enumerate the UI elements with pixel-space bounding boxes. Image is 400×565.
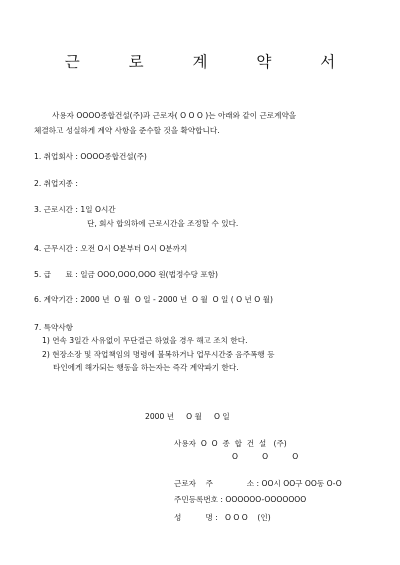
item-special: 7. 특약사항 [34,323,74,332]
item-period: 6. 계약기간 : 2000 년 O 월 O 일 - 2000 년 O 월 O 일 ( O 년 O 월) [34,295,273,304]
contract-date: 2000 년 O 월 O 일 [145,412,230,421]
worker-resident-number: 주민등록번호 : OOOOOO-OOOOOOO [174,495,307,504]
item-special-1: 1) 연속 3일간 사유없이 무단결근 하였을 경우 해고 조치 한다. [42,336,248,345]
item-special-2a: 2) 현장소장 및 작업책임의 명령에 불복하거나 업무시간중 음주폭행 등 [42,350,275,359]
employer-signature-sub: O O O [232,452,299,461]
document-title: 근 로 계 약 서 [64,53,358,71]
item-employer: 1. 취업회사 : OOOO종합건설(주) [34,152,147,161]
intro-line-1: 사용자 OOOO종합건설(주)과 근로자( O O O )는 아래와 같이 근로계약을 [52,111,297,120]
worker-name: 성 명 : O O O (인) [174,513,271,522]
employer-signature-line: 사용자 O O 종 합 건 설 (주) [174,439,287,448]
item-work-time: 4. 근무시간 : 오전 O시 O분부터 O시 O분까지 [34,244,188,253]
item-workplace: 2. 취업지종 : [34,179,78,188]
item-special-2b: 타인에게 해가되는 행동을 하는자는 즉각 계약파기 한다. [53,363,239,372]
worker-address: 근로자 주 소 : OO시 OO구 OO동 O-O [174,479,342,488]
item-hours-note: 단, 회사 합의하에 근로시간을 조정할 수 있다. [87,219,239,228]
item-hours: 3. 근로시간 : 1일 O시간 [34,205,116,214]
intro-line-2: 체결하고 성실하게 계약 사항을 준수할 것을 확약합니다. [34,126,220,135]
item-wage: 5. 급 료 : 일금 OOO,OOO,OOO 원(법정수당 포함) [34,270,219,279]
